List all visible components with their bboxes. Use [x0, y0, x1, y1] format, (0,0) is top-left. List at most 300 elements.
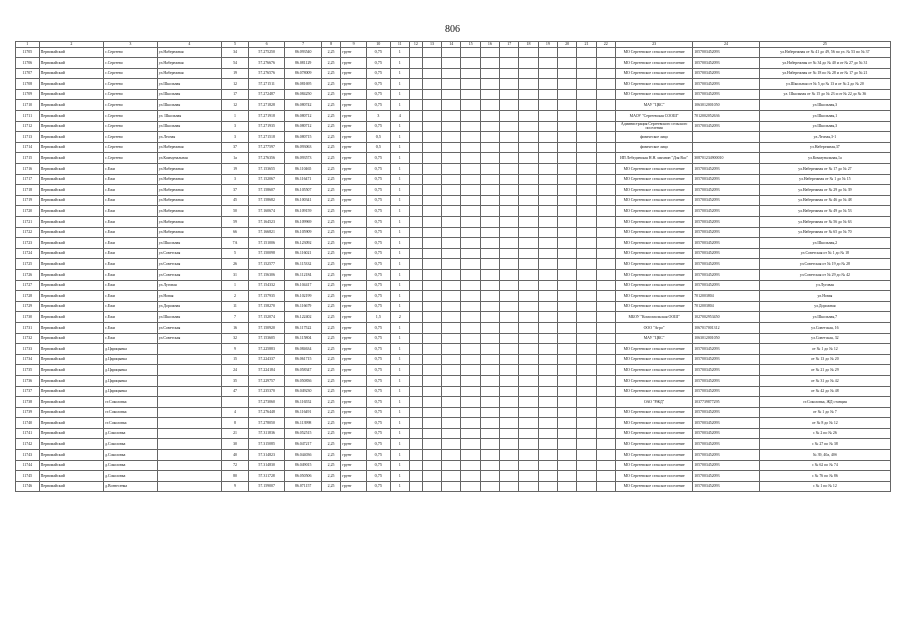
- settlement-cell: д.Царицынка: [104, 386, 158, 397]
- empty-cell: [480, 47, 499, 58]
- district-cell: Первомайский: [39, 397, 103, 408]
- latitude-cell: 57.229757: [248, 375, 285, 386]
- empty-cell: [596, 386, 615, 397]
- count-cell: 1: [390, 47, 409, 58]
- empty-cell: [519, 47, 538, 58]
- column-number-header: 2: [39, 42, 103, 48]
- longitude-cell: 86.115332: [285, 259, 322, 270]
- surface-cell: грунт: [341, 100, 367, 111]
- empty-cell: [422, 280, 441, 291]
- empty-cell: [519, 100, 538, 111]
- row-id: 11720: [16, 206, 40, 217]
- row-id: 11737: [16, 386, 40, 397]
- inn-cell: 1057003452093: [693, 121, 760, 132]
- empty-cell: [596, 344, 615, 355]
- empty-cell: [461, 428, 480, 439]
- surface-cell: грунт: [341, 269, 367, 280]
- row-id: 11715: [16, 153, 40, 164]
- settlement-cell: д.Соколовка: [104, 460, 158, 471]
- size-cell: 2,25: [321, 195, 340, 206]
- area-cell: 0,75: [367, 322, 391, 333]
- size-cell: 2,25: [321, 227, 340, 238]
- surface-cell: грунт: [341, 185, 367, 196]
- table-row: [16, 153, 891, 164]
- extra-cell: [409, 450, 422, 461]
- settlement-cell: с.Сергеево: [104, 111, 158, 122]
- inn-cell: 1057003452093: [693, 47, 760, 58]
- empty-cell: [557, 301, 576, 312]
- empty-cell: [480, 460, 499, 471]
- address-cell: от № 1 до № 7: [759, 407, 890, 418]
- size-cell: 2,25: [321, 322, 340, 333]
- column-number-header: 24: [693, 42, 760, 48]
- settlement-cell: с.Сергеево: [104, 68, 158, 79]
- empty-cell: [577, 174, 596, 185]
- size-cell: 2,25: [321, 58, 340, 69]
- empty-cell: [461, 418, 480, 429]
- empty-cell: [519, 280, 538, 291]
- empty-cell: [480, 354, 499, 365]
- surface-cell: грунт: [341, 280, 367, 291]
- surface-cell: грунт: [341, 259, 367, 270]
- row-id: 11717: [16, 174, 40, 185]
- empty-cell: [500, 47, 519, 58]
- table-row: [16, 269, 891, 280]
- empty-cell: [480, 58, 499, 69]
- empty-cell: [442, 58, 461, 69]
- empty-cell: [557, 142, 576, 153]
- street-cell: [157, 386, 221, 397]
- empty-cell: [577, 397, 596, 408]
- empty-cell: [461, 344, 480, 355]
- latitude-cell: 57.154332: [248, 280, 285, 291]
- inn-cell: 1057003452093: [693, 407, 760, 418]
- empty-cell: [500, 153, 519, 164]
- row-id: 11742: [16, 439, 40, 450]
- table-row: [16, 344, 891, 355]
- empty-cell: [577, 407, 596, 418]
- extra-cell: [409, 259, 422, 270]
- table-row: [16, 121, 891, 132]
- surface-cell: грунт: [341, 312, 367, 323]
- longitude-cell: 86.050506: [285, 471, 322, 482]
- owner-cell: МО Сергеевское сельское поселение: [615, 47, 692, 58]
- empty-cell: [596, 269, 615, 280]
- address-cell: от № 1 до № 12: [759, 344, 890, 355]
- extra-cell: [409, 68, 422, 79]
- empty-cell: [519, 238, 538, 249]
- empty-cell: [422, 89, 441, 100]
- surface-cell: грунт: [341, 375, 367, 386]
- street-cell: ул.Новая: [157, 291, 221, 302]
- table-row: [16, 481, 891, 492]
- row-id: 11740: [16, 418, 40, 429]
- count-cell: 1: [390, 121, 409, 132]
- house-cell: 40: [222, 450, 249, 461]
- owner-cell: МО Сергеевское сельское поселение: [615, 58, 692, 69]
- owner-cell: МО Сергеевское сельское поселение: [615, 174, 692, 185]
- empty-cell: [500, 68, 519, 79]
- table-row: [16, 365, 891, 376]
- empty-cell: [442, 111, 461, 122]
- empty-cell: [596, 439, 615, 450]
- longitude-cell: 86.109159: [285, 206, 322, 217]
- street-cell: ул.Набережная: [157, 47, 221, 58]
- empty-cell: [577, 344, 596, 355]
- row-id: 11705: [16, 47, 40, 58]
- extra-cell: [409, 354, 422, 365]
- settlement-cell: с.Ежи: [104, 195, 158, 206]
- size-cell: 2,25: [321, 259, 340, 270]
- empty-cell: [480, 471, 499, 482]
- empty-cell: [480, 142, 499, 153]
- empty-cell: [461, 185, 480, 196]
- street-cell: [157, 375, 221, 386]
- empty-cell: [461, 269, 480, 280]
- area-cell: 0,75: [367, 291, 391, 302]
- empty-cell: [422, 386, 441, 397]
- count-cell: 1: [390, 89, 409, 100]
- empty-cell: [538, 206, 557, 217]
- empty-cell: [461, 354, 480, 365]
- count-cell: 2: [390, 312, 409, 323]
- empty-cell: [577, 365, 596, 376]
- empty-cell: [461, 312, 480, 323]
- street-cell: ул.Луговая: [157, 280, 221, 291]
- count-cell: 1: [390, 206, 409, 217]
- extra-cell: [409, 164, 422, 175]
- owner-cell: МО Сергеевское сельское поселение: [615, 185, 692, 196]
- size-cell: 2,25: [321, 248, 340, 259]
- empty-cell: [577, 111, 596, 122]
- area-cell: 0,75: [367, 227, 391, 238]
- house-cell: 30: [222, 439, 249, 450]
- extra-cell: [409, 481, 422, 492]
- count-cell: 1: [390, 460, 409, 471]
- size-cell: 2,25: [321, 79, 340, 90]
- surface-cell: грунт: [341, 174, 367, 185]
- longitude-cell: 86.093063: [285, 142, 322, 153]
- count-cell: 1: [390, 386, 409, 397]
- count-cell: 1: [390, 100, 409, 111]
- count-cell: 1: [390, 397, 409, 408]
- longitude-cell: 86.116491: [285, 407, 322, 418]
- inn-cell: 1057003452093: [693, 195, 760, 206]
- empty-cell: [519, 174, 538, 185]
- empty-cell: [519, 301, 538, 312]
- district-cell: Первомайский: [39, 142, 103, 153]
- page-number: 806: [445, 24, 460, 35]
- extra-cell: [409, 174, 422, 185]
- house-cell: 54: [222, 58, 249, 69]
- empty-cell: [519, 153, 538, 164]
- table-row: [16, 206, 891, 217]
- table-row: [16, 428, 891, 439]
- size-cell: 2,25: [321, 481, 340, 492]
- area-cell: 0,75: [367, 206, 391, 217]
- longitude-cell: 86.117522: [285, 322, 322, 333]
- column-number-header: 11: [390, 42, 409, 48]
- surface-cell: грунт: [341, 386, 367, 397]
- empty-cell: [538, 269, 557, 280]
- empty-cell: [596, 397, 615, 408]
- empty-cell: [480, 248, 499, 259]
- empty-cell: [519, 132, 538, 143]
- table-row: [16, 354, 891, 365]
- column-number-header: 25: [759, 42, 890, 48]
- street-cell: ул.Набережная: [157, 142, 221, 153]
- empty-cell: [442, 89, 461, 100]
- empty-cell: [557, 354, 576, 365]
- empty-cell: [422, 481, 441, 492]
- size-cell: 2,25: [321, 153, 340, 164]
- inn-cell: 1057003452093: [693, 248, 760, 259]
- table-row: [16, 195, 891, 206]
- district-cell: Первомайский: [39, 354, 103, 365]
- empty-cell: [557, 238, 576, 249]
- area-cell: 0,75: [367, 428, 391, 439]
- house-cell: 7А: [222, 238, 249, 249]
- empty-cell: [480, 217, 499, 228]
- empty-cell: [538, 407, 557, 418]
- settlement-cell: с.Ежи: [104, 206, 158, 217]
- settlement-cell: с.Сергеево: [104, 89, 158, 100]
- settlement-cell: с.Ежи: [104, 312, 158, 323]
- row-id: 11714: [16, 142, 40, 153]
- longitude-cell: 86.105909: [285, 227, 322, 238]
- count-cell: 1: [390, 322, 409, 333]
- district-cell: Первомайский: [39, 450, 103, 461]
- longitude-cell: 86.047217: [285, 439, 322, 450]
- empty-cell: [538, 354, 557, 365]
- column-number-header: 7: [285, 42, 322, 48]
- inn-cell: 1057003452093: [693, 418, 760, 429]
- street-cell: [157, 439, 221, 450]
- empty-cell: [596, 291, 615, 302]
- settlement-cell: с.Ежи: [104, 280, 158, 291]
- empty-cell: [422, 58, 441, 69]
- area-cell: 0,75: [367, 471, 391, 482]
- row-id: 11712: [16, 121, 40, 132]
- empty-cell: [538, 132, 557, 143]
- empty-cell: [519, 164, 538, 175]
- inn-cell: 1057003452093: [693, 439, 760, 450]
- empty-cell: [461, 322, 480, 333]
- empty-cell: [519, 450, 538, 461]
- house-cell: 7: [222, 312, 249, 323]
- empty-cell: [500, 164, 519, 175]
- empty-cell: [442, 344, 461, 355]
- address-cell: с № 1 по № 12: [759, 481, 890, 492]
- house-cell: 50: [222, 206, 249, 217]
- empty-cell: [480, 481, 499, 492]
- empty-cell: [519, 89, 538, 100]
- empty-cell: [500, 132, 519, 143]
- empty-cell: [461, 121, 480, 132]
- house-cell: 3: [222, 132, 249, 143]
- empty-cell: [577, 206, 596, 217]
- size-cell: 2,25: [321, 407, 340, 418]
- area-cell: 0,5: [367, 142, 391, 153]
- district-cell: Первомайский: [39, 280, 103, 291]
- empty-cell: [480, 195, 499, 206]
- house-cell: 72: [222, 460, 249, 471]
- latitude-cell: 57.225883: [248, 344, 285, 355]
- empty-cell: [480, 100, 499, 111]
- empty-cell: [500, 471, 519, 482]
- inn-cell: 1057003452093: [693, 280, 760, 291]
- empty-cell: [577, 280, 596, 291]
- surface-cell: грунт: [341, 460, 367, 471]
- extra-cell: [409, 291, 422, 302]
- surface-cell: грунт: [341, 450, 367, 461]
- empty-cell: [538, 291, 557, 302]
- empty-cell: [577, 89, 596, 100]
- address-cell: ул.Школьная,3: [759, 121, 890, 132]
- column-number-header: 5: [222, 42, 249, 48]
- district-cell: Первомайский: [39, 259, 103, 270]
- size-cell: 2,25: [321, 312, 340, 323]
- table-row: [16, 47, 891, 58]
- size-cell: 2,25: [321, 428, 340, 439]
- empty-cell: [519, 185, 538, 196]
- latitude-cell: 57.153655: [248, 164, 285, 175]
- settlement-cell: д.Царицынка: [104, 365, 158, 376]
- column-number-header: 1: [16, 42, 40, 48]
- empty-cell: [538, 164, 557, 175]
- district-cell: Первомайский: [39, 291, 103, 302]
- extra-cell: [409, 185, 422, 196]
- column-number-header: 22: [596, 42, 615, 48]
- empty-cell: [480, 428, 499, 439]
- district-cell: Первомайский: [39, 174, 103, 185]
- area-cell: 0,75: [367, 375, 391, 386]
- empty-cell: [519, 121, 538, 132]
- district-cell: Первомайский: [39, 121, 103, 132]
- latitude-cell: 57.271511: [248, 79, 285, 90]
- size-cell: 2,25: [321, 354, 340, 365]
- empty-cell: [422, 375, 441, 386]
- latitude-cell: 57.158607: [248, 185, 285, 196]
- empty-cell: [500, 375, 519, 386]
- extra-cell: [409, 439, 422, 450]
- area-cell: 3: [367, 111, 391, 122]
- settlement-cell: с.Ежи: [104, 227, 158, 238]
- district-cell: Первомайский: [39, 312, 103, 323]
- empty-cell: [422, 439, 441, 450]
- empty-cell: [557, 407, 576, 418]
- owner-cell: МО Сергеевское сельское поселение: [615, 269, 692, 280]
- empty-cell: [577, 322, 596, 333]
- empty-cell: [577, 68, 596, 79]
- settlement-cell: с.Сергеево: [104, 132, 158, 143]
- empty-cell: [480, 164, 499, 175]
- empty-cell: [442, 47, 461, 58]
- owner-cell: МО Сергеевское сельское поселение: [615, 354, 692, 365]
- empty-cell: [500, 259, 519, 270]
- surface-cell: грунт: [341, 301, 367, 312]
- empty-cell: [442, 439, 461, 450]
- longitude-cell: 86.058347: [285, 365, 322, 376]
- empty-cell: [442, 217, 461, 228]
- size-cell: 2,25: [321, 333, 340, 344]
- empty-cell: [461, 460, 480, 471]
- inn-cell: 1057003452093: [693, 164, 760, 175]
- district-cell: Первомайский: [39, 301, 103, 312]
- empty-cell: [596, 58, 615, 69]
- empty-cell: [577, 248, 596, 259]
- house-cell: 17: [222, 89, 249, 100]
- empty-cell: [461, 195, 480, 206]
- column-number-header: 3: [104, 42, 158, 48]
- inn-cell: 1063012001050: [693, 333, 760, 344]
- house-cell: 37: [222, 185, 249, 196]
- settlement-cell: с.Ежи: [104, 322, 158, 333]
- empty-cell: [557, 471, 576, 482]
- inn-cell: 1057003452093: [693, 386, 760, 397]
- empty-cell: [422, 301, 441, 312]
- owner-cell: МО Сергеевское сельское поселение: [615, 471, 692, 482]
- latitude-cell: 57.273060: [248, 397, 285, 408]
- empty-cell: [538, 471, 557, 482]
- latitude-cell: 57.276356: [248, 153, 285, 164]
- empty-cell: [442, 312, 461, 323]
- empty-cell: [480, 206, 499, 217]
- empty-cell: [422, 227, 441, 238]
- house-cell: 35: [222, 375, 249, 386]
- surface-cell: грунт: [341, 153, 367, 164]
- empty-cell: [577, 185, 596, 196]
- empty-cell: [557, 450, 576, 461]
- extra-cell: [409, 79, 422, 90]
- settlement-cell: с.Сергеево: [104, 121, 158, 132]
- count-cell: 1: [390, 301, 409, 312]
- empty-cell: [519, 418, 538, 429]
- table-row: [16, 301, 891, 312]
- count-cell: 1: [390, 354, 409, 365]
- column-number-header: 16: [480, 42, 499, 48]
- table-row: [16, 185, 891, 196]
- column-number-header: 20: [557, 42, 576, 48]
- empty-cell: [480, 397, 499, 408]
- area-cell: 0,75: [367, 79, 391, 90]
- empty-cell: [596, 153, 615, 164]
- column-number-header: 15: [461, 42, 480, 48]
- address-cell: ул.Новая: [759, 291, 890, 302]
- empty-cell: [577, 100, 596, 111]
- row-id: 11736: [16, 375, 40, 386]
- empty-cell: [596, 450, 615, 461]
- count-cell: 1: [390, 471, 409, 482]
- empty-cell: [519, 217, 538, 228]
- area-cell: 0,75: [367, 354, 391, 365]
- inn-cell: [693, 132, 760, 143]
- count-cell: 1: [390, 164, 409, 175]
- street-cell: ул.Набережная: [157, 68, 221, 79]
- empty-cell: [422, 79, 441, 90]
- street-cell: ул.Коммунальная: [157, 153, 221, 164]
- column-number-header: 14: [442, 42, 461, 48]
- size-cell: 2,25: [321, 89, 340, 100]
- empty-cell: [442, 259, 461, 270]
- address-cell: от № 8 до № 12: [759, 418, 890, 429]
- empty-cell: [480, 439, 499, 450]
- empty-cell: [422, 333, 441, 344]
- longitude-cell: 86.113998: [285, 418, 322, 429]
- area-cell: 0,5: [367, 132, 391, 143]
- empty-cell: [519, 344, 538, 355]
- inn-cell: 1057003452093: [693, 68, 760, 79]
